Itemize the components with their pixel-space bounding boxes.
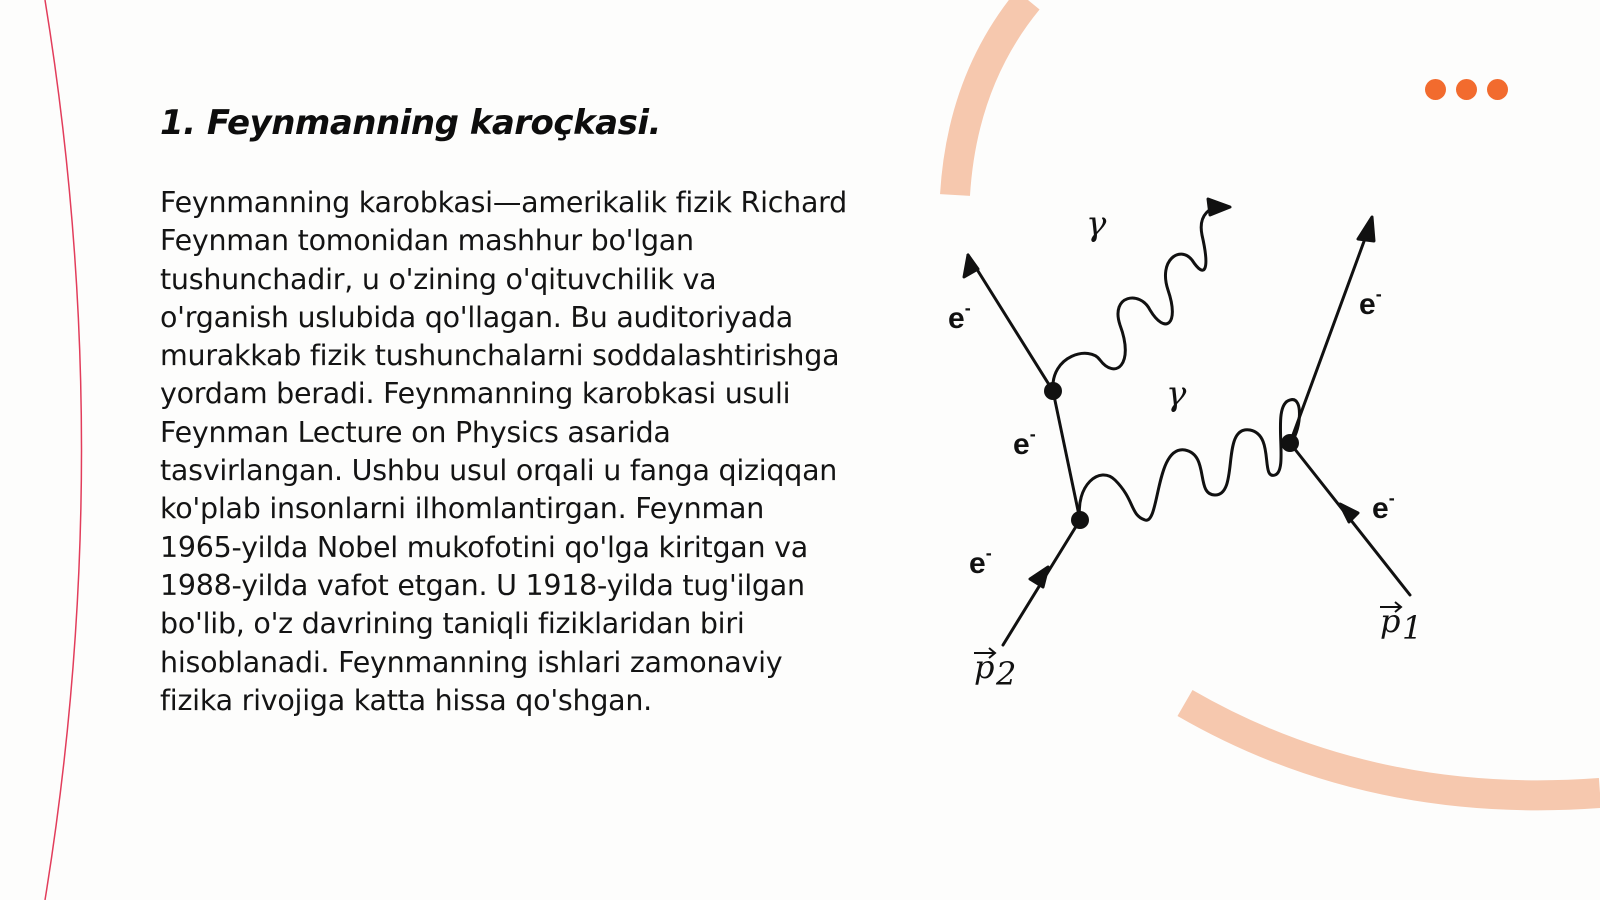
dot	[1487, 79, 1508, 100]
arrow-head	[1208, 199, 1230, 215]
label-electron-out-right: e-	[1359, 284, 1382, 321]
slide-body-text: Feynmanning karobkasi—amerikalik fizik Richard Feynman tomonidan mashhur bo'lgan tushunchadir, u o'zining o'qituvchilik va o'rganish uslubida qo'llagan. Bu auditoriyada murakkab fizik tushunchalarni soddalashtirishga yordam beradi. Feynmanning karobkasi usuli Feynman Lecture on Physics asarida tasvirlangan. Ushbu usul orqali u fanga qiziqqan ko'plab insonlarni ilhomlantirgan. Feynman 1965-yilda Nobel mukofotini qo'lga kiritgan va 1988-yilda vafot etgan. U 1918-yilda tug'ilgan bo'lib, o'z davrining taniqli fiziklaridan biri hisoblanadi. Feynmanning ishlari zamonaviy fizika rivojiga katta hissa qo'shgan.	[160, 186, 847, 717]
label-photon-exchange: γ	[1166, 374, 1187, 414]
decor-arc-top	[955, 0, 1028, 195]
electron-line-internal	[1053, 391, 1080, 520]
menu-dots-icon	[1425, 79, 1508, 100]
arrow-head	[1030, 567, 1048, 587]
svg-text:p: p	[1380, 602, 1401, 640]
label-electron-in-left: e-	[969, 543, 992, 580]
feynman-diagram	[940, 195, 1460, 705]
vertex	[1071, 511, 1089, 529]
photon-line-exchange	[1079, 400, 1299, 521]
photon-line-out	[1053, 207, 1225, 391]
left-border-curve	[45, 0, 82, 900]
label-photon-out: γ	[1086, 204, 1107, 244]
label-momentum-p1	[1380, 602, 1422, 647]
svg-text:p: p	[974, 648, 995, 686]
vertex	[1044, 382, 1062, 400]
svg-text:1: 1	[1402, 609, 1423, 647]
electron-line-out-left	[968, 255, 1053, 391]
decor-arc-bottom	[1185, 703, 1600, 795]
arrow-head	[1358, 217, 1374, 241]
label-momentum-p2	[974, 648, 1016, 693]
arrow-head	[1340, 504, 1358, 522]
label-electron-mid: e-	[1013, 424, 1036, 461]
vertex	[1281, 434, 1299, 452]
slide-title: 1. Feynmanning karoçkasi.	[160, 103, 661, 143]
arrow-head	[964, 255, 978, 277]
label-electron-in-right: e-	[1372, 488, 1395, 525]
dot	[1456, 79, 1477, 100]
svg-text:2: 2	[996, 655, 1017, 693]
dot	[1425, 79, 1446, 100]
electron-line-out-right	[1290, 225, 1370, 443]
label-electron-out-left: e-	[948, 298, 971, 335]
